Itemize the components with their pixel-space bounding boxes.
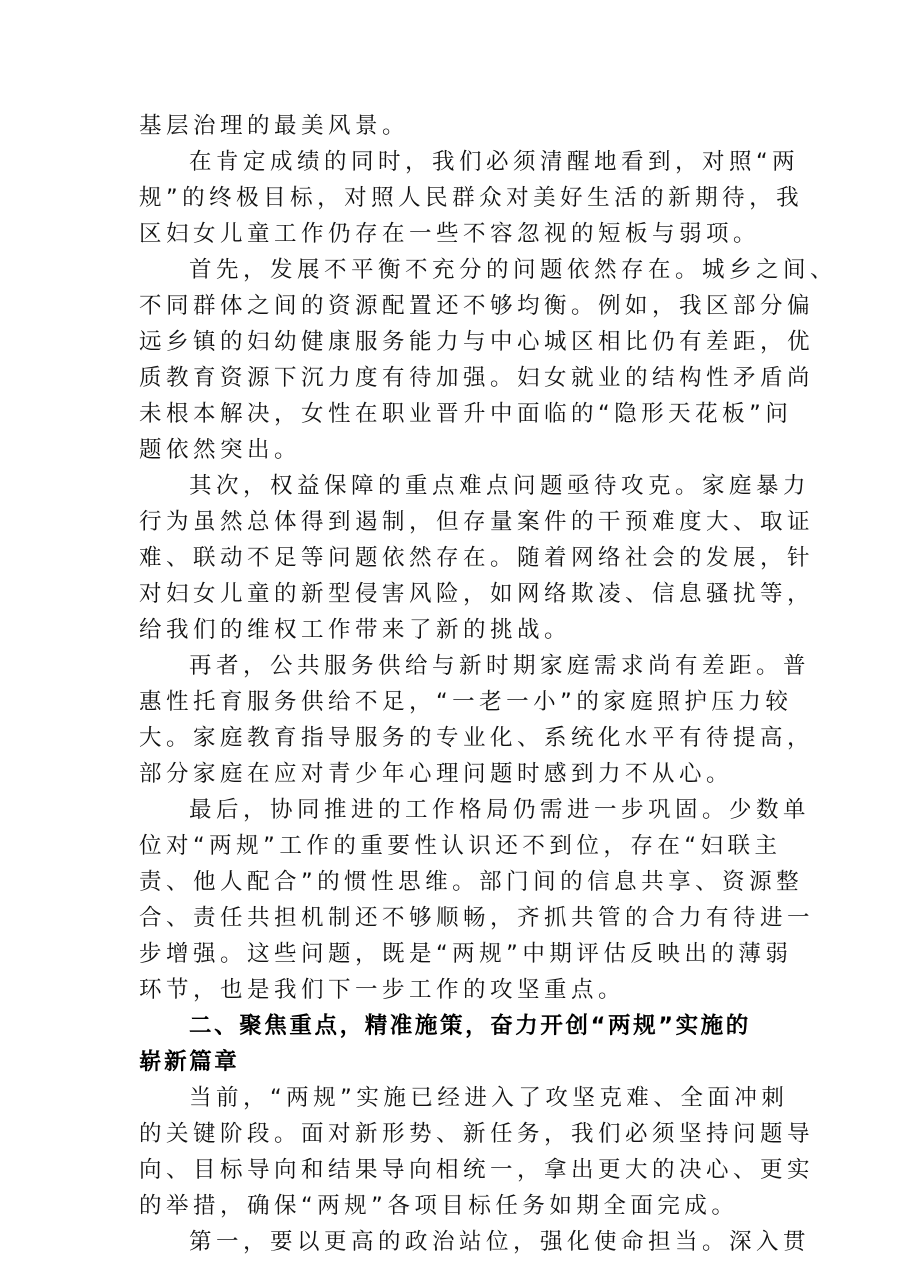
text-line: 题依然突出。	[139, 437, 302, 463]
text-line: 给我们的维权工作带来了新的挑战。	[139, 617, 572, 643]
text-line: 向、目标导向和结果导向相统一，拿出更大的决心、更实	[139, 1157, 815, 1183]
text-line: 对妇女儿童的新型侵害风险，如网络欺凌、信息骚扰等，	[139, 581, 815, 607]
text-line: 质教育资源下沉力度有待加强。妇女就业的结构性矛盾尚	[139, 365, 815, 391]
text-line: 在肯定成绩的同时，我们必须清醒地看到，对照“两	[189, 149, 800, 175]
text-line: 环节，也是我们下一步工作的攻坚重点。	[139, 977, 626, 1003]
text-line: 规”的终极目标，对照人民群众对美好生活的新期待，我	[139, 185, 804, 211]
text-line: 的关键阶段。面对新形势、新任务，我们必须坚持问题导	[139, 1121, 815, 1147]
section-heading-line: 崭新篇章	[139, 1049, 240, 1075]
text-line: 难、联动不足等问题依然存在。随着网络社会的发展，针	[139, 545, 815, 571]
text-line: 不同群体之间的资源配置还不够均衡。例如，我区部分偏	[139, 293, 815, 319]
text-line: 大。家庭教育指导服务的专业化、系统化水平有待提高，	[139, 725, 815, 751]
text-line: 最后，协同推进的工作格局仍需进一步巩固。少数单	[189, 797, 811, 823]
text-line: 再者，公共服务供给与新时期家庭需求尚有差距。普	[189, 653, 811, 679]
text-line: 当前，“两规”实施已经进入了攻坚克难、全面冲刺	[189, 1085, 789, 1111]
text-line: 部分家庭在应对青少年心理问题时感到力不从心。	[139, 761, 734, 787]
document-body	[139, 108, 838, 1260]
text-line: 的举措，确保“两规”各项目标任务如期全面完成。	[139, 1193, 739, 1219]
section-heading-line: 二、聚焦重点，精准施策，奋力开创“两规”实施的	[189, 1013, 751, 1039]
text-line: 基层治理的最美风景。	[139, 113, 410, 139]
text-line: 步增强。这些问题，既是“两规”中期评估反映出的薄弱	[139, 941, 793, 967]
text-line: 首先，发展不平衡不充分的问题依然存在。城乡之间、	[189, 257, 838, 283]
text-line: 责、他人配合”的惯性思维。部门间的信息共享、资源整	[139, 869, 804, 895]
text-line: 其次，权益保障的重点难点问题亟待攻克。家庭暴力	[189, 473, 811, 499]
text-line: 惠性托育服务供给不足，“一老一小”的家庭照护压力较	[139, 689, 793, 715]
text-line: 未根本解决，女性在职业晋升中面临的“隐形天花板”问	[139, 401, 793, 427]
text-line: 远乡镇的妇幼健康服务能力与中心城区相比仍有差距，优	[139, 329, 815, 355]
text-line: 第一，要以更高的政治站位，强化使命担当。深入贯	[189, 1229, 811, 1255]
text-line: 行为虽然总体得到遏制，但存量案件的干预难度大、取证	[139, 509, 815, 535]
text-line: 区妇女儿童工作仍存在一些不容忽视的短板与弱项。	[139, 221, 761, 247]
text-line: 合、责任共担机制还不够顺畅，齐抓共管的合力有待进一	[139, 905, 815, 931]
text-line: 位对“两规”工作的重要性认识还不到位，存在“妇联主	[139, 833, 782, 859]
